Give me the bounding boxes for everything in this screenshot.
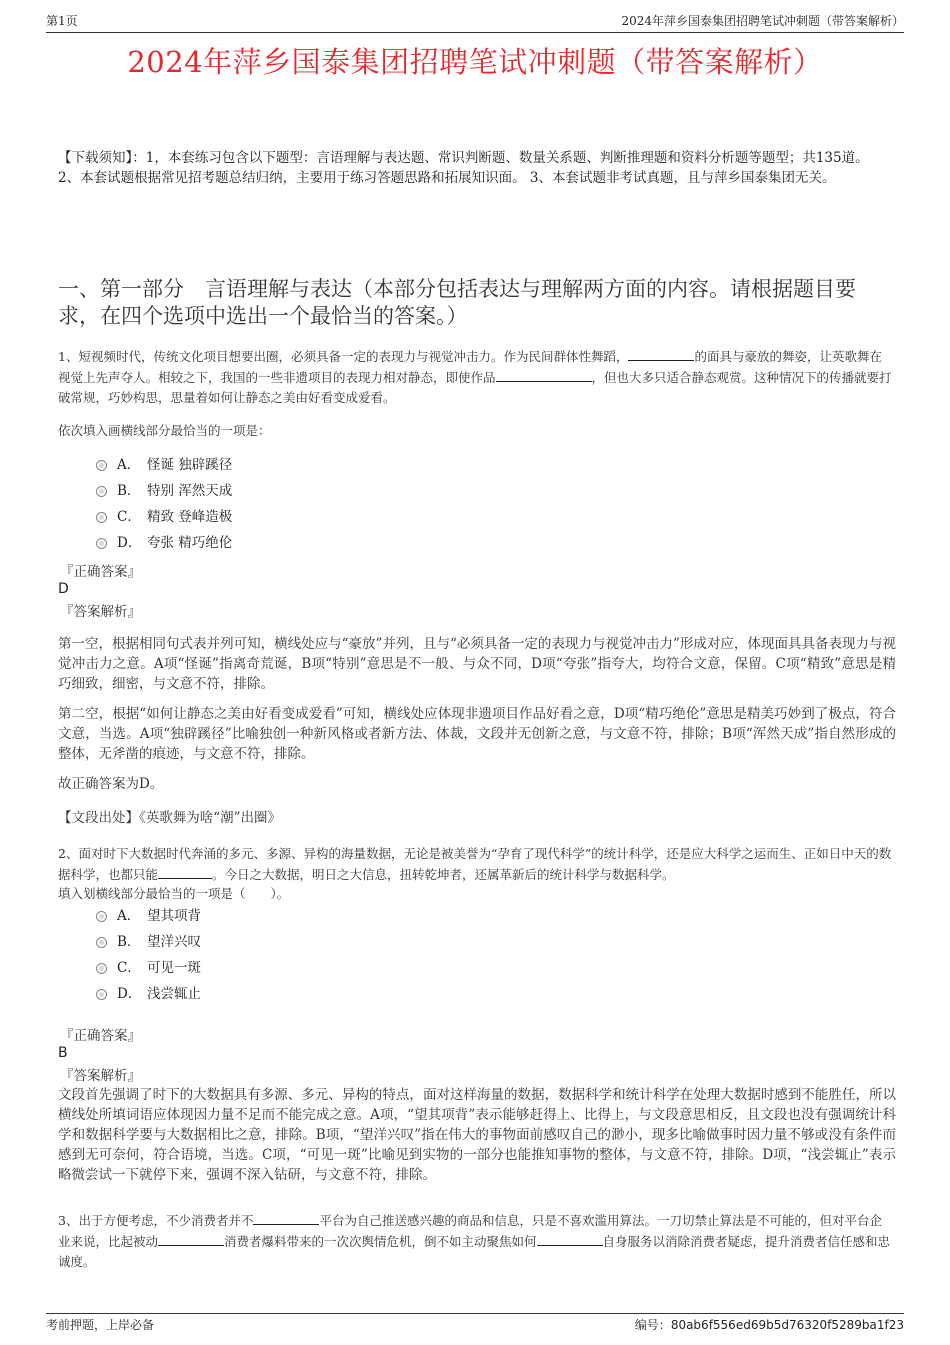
option-letter: C．	[117, 960, 141, 976]
option-letter: D．	[117, 535, 142, 551]
q1-stem-part-b: 的面具与豪放的舞姿，让英歌舞在视觉上先声夺人。相较之下，我国的一些非遗项目的表现力相对静态，即使作品	[58, 349, 882, 385]
question-3-stem	[58, 1210, 894, 1272]
q1-stem-part-c: ，但也大多只适合静态观赏。这种情况下的传播就要打破常规，巧妙构思，思量着如何让静态之美由好看变成爱看。	[58, 370, 892, 405]
download-notice: 【下载须知】：1，本套练习包含以下题型：言语理解与表达题、常识判断题、数量关系题、判断推理题和资料分析题等题型；共135道。 2、本套试题根据常见招考题总结归纳，主要用于练习答题思路和拓展知识面。 3、本套试题非考试真题，且与萍乡国泰集团无关。	[58, 150, 869, 186]
footer-code-value: 80ab6f556ed69b5d76320f5289ba1f23	[670, 1318, 904, 1332]
q1-option-d[interactable]	[96, 530, 496, 556]
footer-code-label: 编号：	[634, 1318, 671, 1332]
q1-conclusion: 故正确答案为D。	[58, 776, 164, 792]
q2-stem: 2、面对时下大数据时代奔涌的多元、多源、异构的海量数据，无论是被美誉为“孕育了现代科学”的统计科学，还是应大科学之运而生、正如日中天的数据科学，也都只能	[58, 846, 892, 882]
q2-analysis: 文段首先强调了时下的大数据具有多源、多元、异构的特点，面对这样海量的数据，数据科学和统计科学在处理大数据时感到不能胜任，所以横线处所填词语应体现因力量不足而不能完成之意。A项，“望其项背”表示能够赶得上、比得上，与文段意思相反，且文段也没有强调统计科学和数据科学要与大数据相比之意，排除。B项，“望洋兴叹”指在伟大的事物面前感叹自己的渺小，现多比喻做事时因力量不够或没有条件而感到无可奈何，符合语境，当选。C项，“可见一斑”比喻见到实物的一部分也能推知事物的整体，与文意不符，排除。D项，“浅尝辄止”表示略微尝试一下就停下来，强调不深入钻研，与文意不符，排除。	[58, 1087, 896, 1183]
q1-correct-label: 『正确答案』	[60, 564, 141, 580]
option-text: 可见一斑	[147, 960, 201, 976]
q1-option-a[interactable]	[96, 452, 496, 478]
option-letter: B．	[117, 934, 141, 950]
option-letter: C．	[117, 509, 141, 525]
q2-option-a[interactable]	[96, 903, 496, 929]
q2-correct-label: 『正确答案』	[60, 1028, 141, 1044]
radio-icon[interactable]	[96, 538, 107, 549]
q1-prompt: 依次填入画横线部分最恰当的一项是：	[58, 423, 271, 438]
option-text: 望其项背	[147, 908, 201, 924]
q1-option-c[interactable]	[96, 504, 496, 530]
q3-blank-3	[537, 1231, 603, 1246]
option-letter: A．	[117, 908, 141, 924]
q2-prompt: 填入划横线部分最恰当的一项是（ ）。	[58, 886, 290, 901]
q2-options	[96, 903, 496, 1007]
radio-icon[interactable]	[96, 989, 107, 1000]
q1-analysis-label: 『答案解析』	[60, 604, 141, 620]
option-letter: D．	[117, 986, 142, 1002]
q1-source: 【文段出处】《英歌舞为啥“潮”出圈》	[58, 810, 282, 826]
q1-blank-1	[628, 346, 694, 361]
page-number: 第1页	[46, 14, 78, 28]
radio-icon[interactable]	[96, 460, 107, 471]
q2-answer: B	[58, 1045, 68, 1061]
q3-blank-1	[253, 1210, 319, 1225]
radio-icon[interactable]	[96, 486, 107, 497]
q3-stem-part-3: 消费者爆料带来的一次次舆情危机，倒不如主动聚焦如何	[224, 1234, 537, 1249]
footer-code	[635, 1316, 904, 1334]
q2-option-c[interactable]	[96, 955, 496, 981]
header-doc-title: 2024年萍乡国泰集团招聘笔试冲刺题（带答案解析）	[621, 14, 904, 28]
q3-stem-part-4: 自身服务以消除消费者疑虑，提升消费者信任感和忠诚度。	[58, 1234, 891, 1269]
page-header	[46, 12, 904, 33]
option-letter: A．	[117, 457, 141, 473]
section-heading: 一、第一部分 言语理解与表达（本部分包括表达与理解两方面的内容。请根据题目要求，在四个选项中选出一个最恰当的答案。）	[58, 277, 856, 328]
radio-icon[interactable]	[96, 911, 107, 922]
q1-option-b[interactable]	[96, 478, 496, 504]
q2-option-b[interactable]	[96, 929, 496, 955]
q1-analysis-p2: 第二空，根据“如何让静态之美由好看变成爱看”可知，横线处应体现非遗项目作品好看之意，D项“精巧绝伦”意思是精美巧妙到了极点，符合文意，当选。A项“独辟蹊径”比喻独创一种新风格或者新方法、体裁，文段并无创新之意，与文意不符，排除；B项“浑然天成”指自然形成的整体，无斧凿的痕迹，与文意不符，排除。	[58, 706, 896, 762]
radio-icon[interactable]	[96, 963, 107, 974]
page-footer	[46, 1313, 904, 1332]
option-letter: B．	[117, 483, 141, 499]
q3-blank-2	[158, 1231, 224, 1246]
q1-options	[96, 452, 496, 556]
q1-stem-part-a: 1、短视频时代，传统文化项目想要出圈，必须具备一定的表现力与视觉冲击力。作为民间群体性舞蹈，	[58, 349, 629, 364]
option-text: 浅尝辄止	[147, 986, 201, 1002]
question-1-stem	[58, 346, 894, 408]
radio-icon[interactable]	[96, 937, 107, 948]
option-text: 怪诞 独辟蹊径	[147, 457, 233, 473]
option-text: 望洋兴叹	[147, 934, 201, 950]
q2-blank	[158, 864, 212, 879]
question-2-stem	[58, 844, 894, 885]
q2-stem-tail: 。今日之大数据，明日之大信息，扭转乾坤者，还属革新后的统计科学与数据科学。	[212, 867, 675, 882]
option-text: 精致 登峰造极	[147, 509, 233, 525]
q1-answer: D	[58, 581, 69, 597]
q1-analysis-p1: 第一空，根据相同句式表并列可知，横线处应与“豪放”并列，且与“必须具备一定的表现力与视觉冲击力”形成对应，体现面具具备表现力与视觉冲击力之意。A项“怪诞”指离奇荒诞，B项“特别”意思是不一般、与众不同，D项“夸张”指夸大，均符合文意，保留。C项“精致”意思是精巧细致，细密，与文意不符，排除。	[58, 636, 896, 692]
document-title: 2024年萍乡国泰集团招聘笔试冲刺题（带答案解析）	[127, 45, 823, 79]
option-text: 夸张 精巧绝伦	[147, 535, 233, 551]
q3-stem-part-1: 3、出于方便考虑，不少消费者并不	[58, 1213, 254, 1228]
q1-blank-2	[496, 367, 592, 382]
q2-option-d[interactable]	[96, 981, 496, 1007]
radio-icon[interactable]	[96, 512, 107, 523]
footer-slogan: 考前押题，上岸必备	[46, 1318, 155, 1332]
option-text: 特别 浑然天成	[147, 483, 233, 499]
q3-stem-part-2: 平台为自己推送感兴趣的商品和信息，只是不喜欢滥用算法。一刀切禁止算法是不可能的，但对平台企业来说，比起被动	[58, 1213, 882, 1249]
q2-analysis-label: 『答案解析』	[60, 1068, 141, 1084]
